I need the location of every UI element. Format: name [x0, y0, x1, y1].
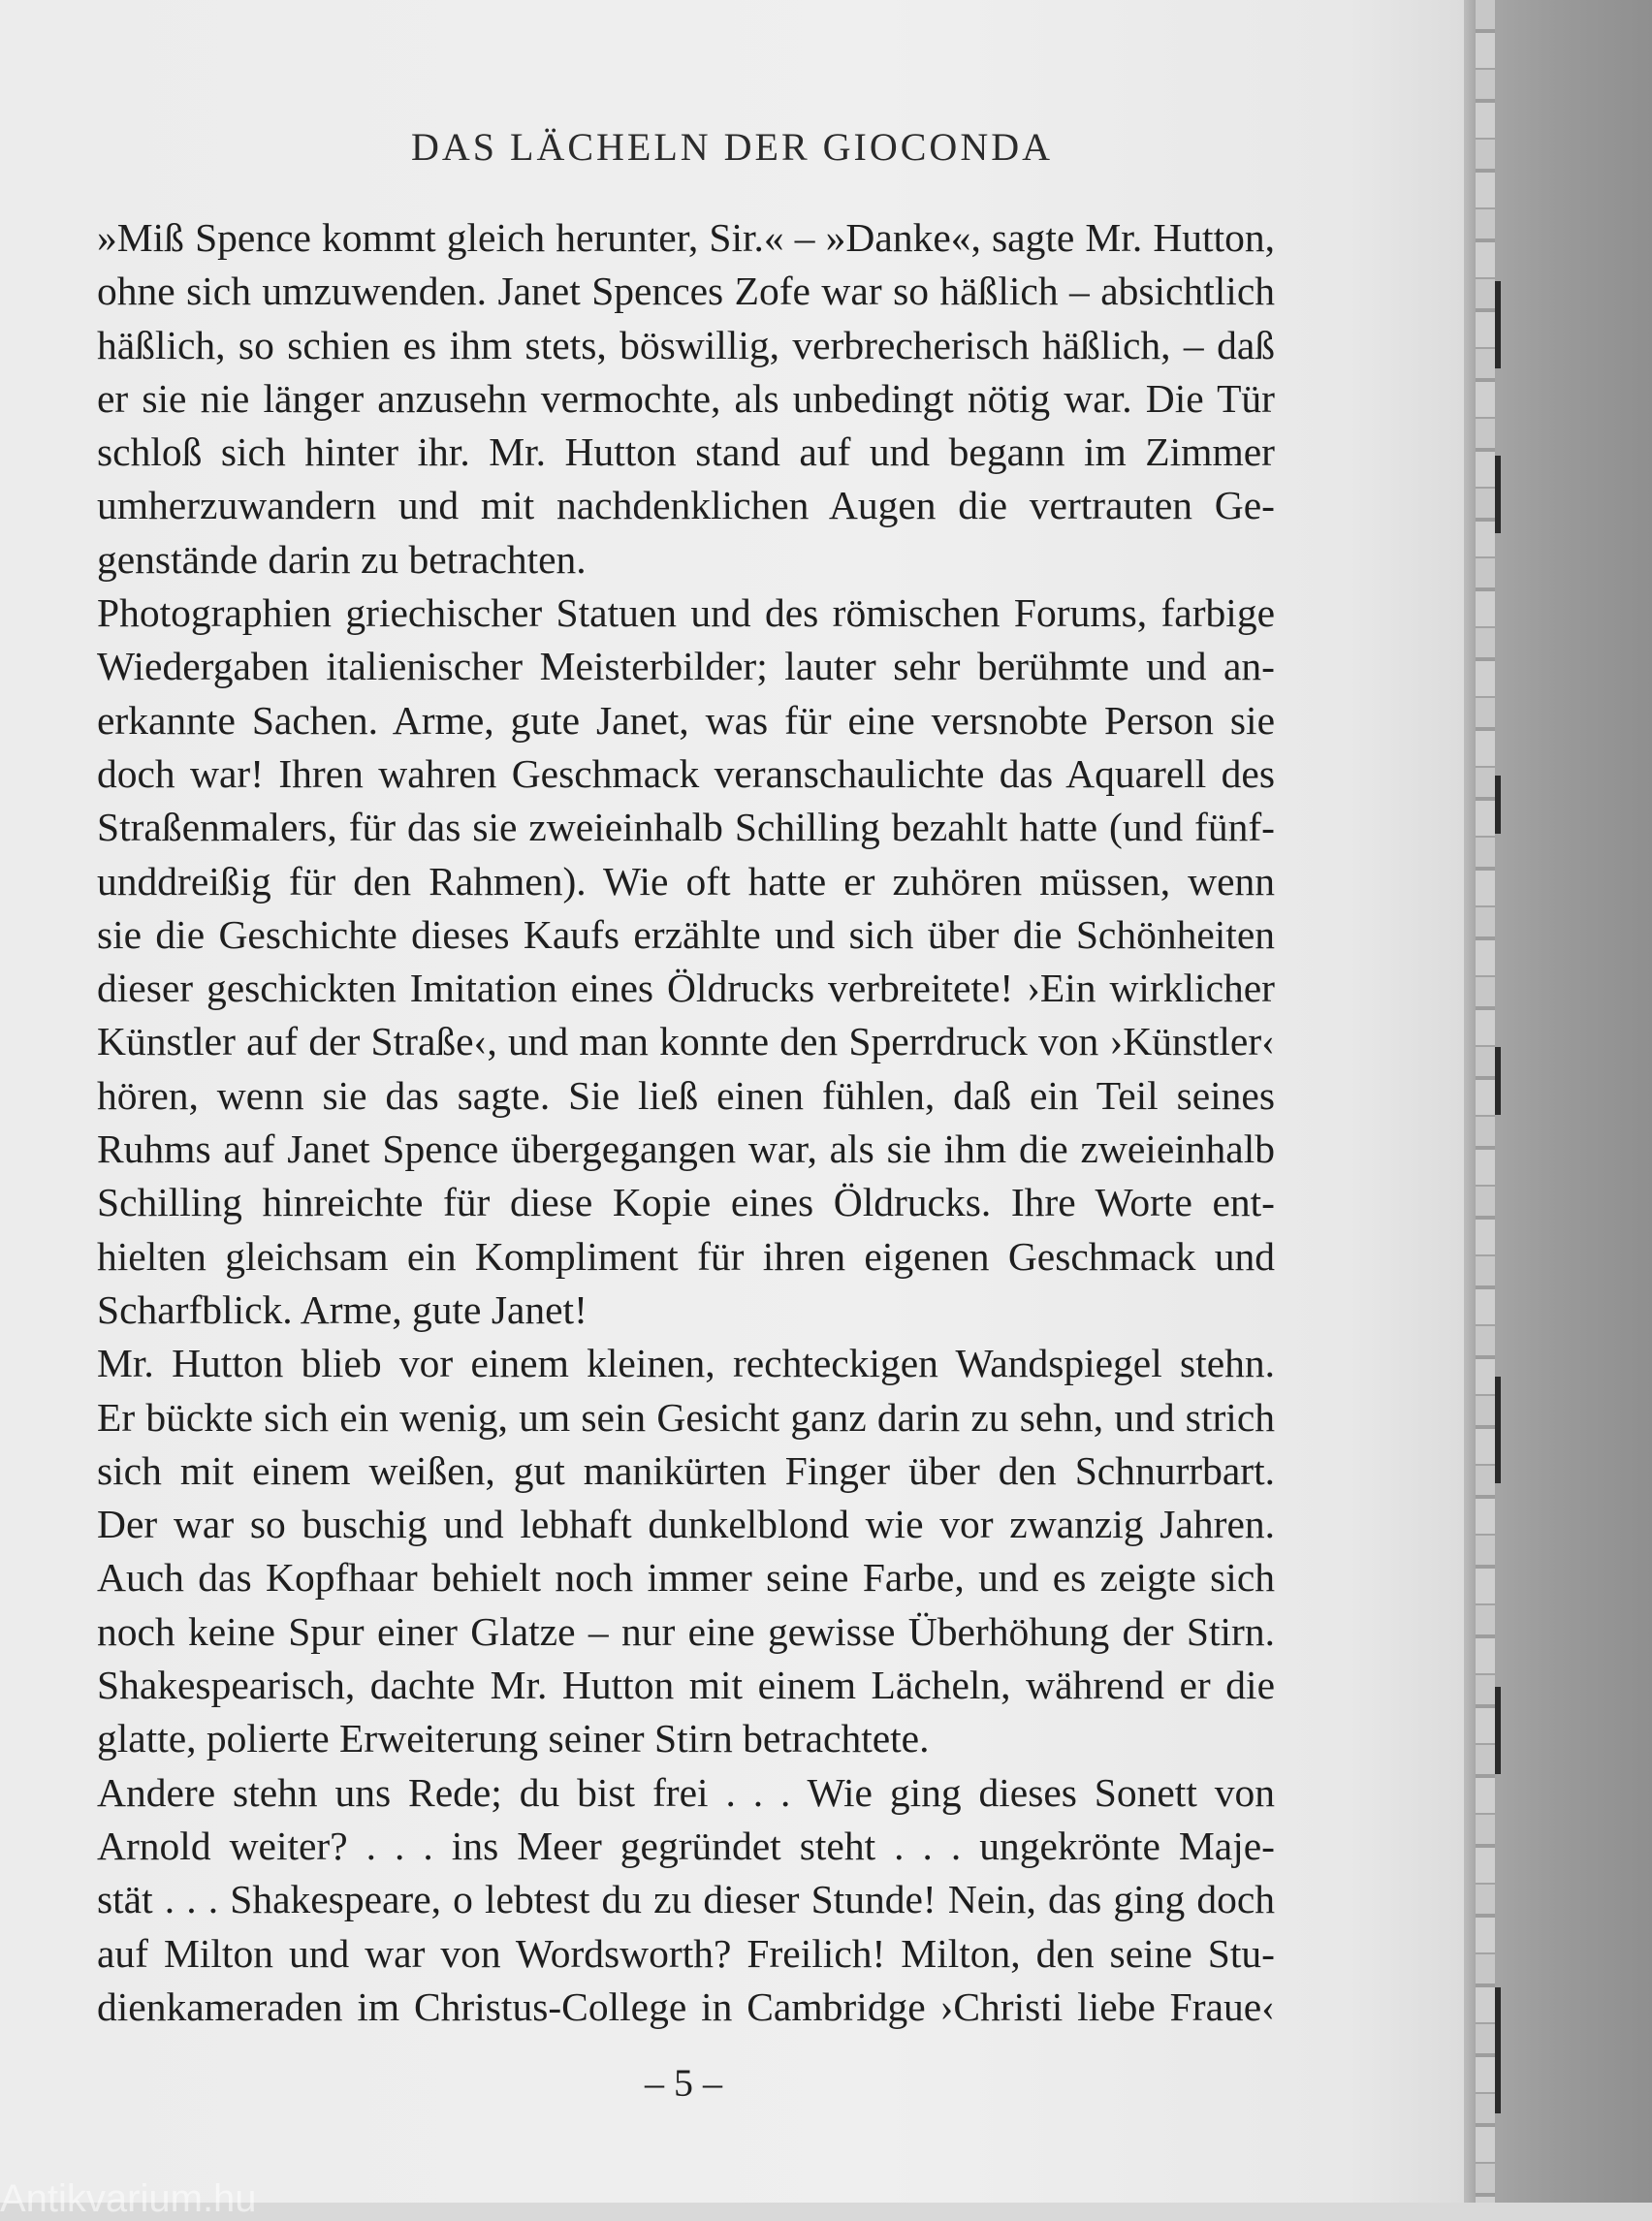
- text-line: glatte, polierte Erweiterung seiner Stirn betrachtete.: [97, 1716, 930, 1761]
- text-line: noch keine Spur einer Glatze – nur eine gewisse Überhöhung der Stirn.: [97, 1608, 1275, 1654]
- text-line: sich mit einem weißen, gut manikürten Finger über den Schnurrbart.: [97, 1447, 1275, 1493]
- watermark: Antikvarium.hu: [0, 2177, 257, 2220]
- book-binding: [1464, 0, 1652, 2203]
- text-line: hielten gleichsam ein Kompliment für ihren eigenen Geschmack und: [97, 1233, 1275, 1279]
- text-line: Er bückte sich ein wenig, um sein Gesicht ganz darin zu sehn, und strich: [97, 1394, 1275, 1440]
- body-text: [97, 211, 1275, 2034]
- binding-stitch: [1495, 776, 1501, 834]
- text-line: Wiedergaben italienischer Meisterbilder; lauter sehr berühmte und an-: [97, 644, 1275, 689]
- text-line: auf Milton und war von Wordsworth? Freilich! Milton, den seine Stu-: [97, 1930, 1275, 1976]
- running-header: DAS LÄCHELN DER GIOCONDA: [411, 125, 1053, 169]
- text-line: Andere stehn uns Rede; du bist frei . . . Wie ging dieses Sonett von: [97, 1769, 1275, 1815]
- text-line: erkannte Sachen. Arme, gute Janet, was für eine versnobte Person sie: [97, 697, 1275, 743]
- text-line: dieser geschickten Imitation eines Öldrucks verbreitete! ›Ein wirklicher: [97, 966, 1275, 1011]
- text-line: hören, wenn sie das sagte. Sie ließ einen fühlen, daß ein Teil seines: [97, 1072, 1275, 1118]
- text-line: schloß sich hinter ihr. Mr. Hutton stand auf und begann im Zimmer: [97, 429, 1275, 475]
- binding-stitch: [1495, 1687, 1501, 1774]
- text-line: Photographien griechischer Statuen und des römischen Forums, farbige: [97, 590, 1275, 636]
- text-line: doch war! Ihren wahren Geschmack veranschaulichte das Aquarell des: [97, 750, 1275, 796]
- text-line: genstände darin zu betrachten.: [97, 536, 587, 582]
- page-edges: [1476, 0, 1495, 2203]
- text-line: unddreißig für den Rahmen). Wie oft hatte er zuhören müssen, wenn: [97, 858, 1275, 904]
- text-line: stät . . . Shakespeare, o lebtest du zu dieser Stunde! Nein, das ging doch: [97, 1877, 1275, 1922]
- text-line: ohne sich umzuwenden. Janet Spences Zofe war so häßlich – absichtlich: [97, 269, 1275, 314]
- text-line: Auch das Kopfhaar behielt noch immer seine Farbe, und es zeigte sich: [97, 1555, 1275, 1601]
- text-line: er sie nie länger anzusehn vermochte, als unbedingt nötig war. Die Tür: [97, 375, 1275, 421]
- text-line: Arnold weiter? . . . ins Meer gegründet steht . . . ungekrönte Maje-: [97, 1823, 1275, 1868]
- text-line: Der war so buschig und lebhaft dunkelblond wie vor zwanzig Jahren.: [97, 1502, 1275, 1547]
- text-line: Künstler auf der Straße‹, und man konnte den Sperrdruck von ›Künstler‹: [97, 1019, 1275, 1064]
- binding-stitch: [1495, 456, 1501, 533]
- text-line: Schilling hinreichte für diese Kopie eines Öldrucks. Ihre Worte ent-: [97, 1180, 1275, 1225]
- text-line: »Miß Spence kommt gleich herunter, Sir.« – »Danke«, sagte Mr. Hutton,: [97, 215, 1275, 260]
- text-line: Mr. Hutton blieb vor einem kleinen, rechteckigen Wandspiegel stehn.: [97, 1341, 1275, 1386]
- binding-stitch: [1495, 1987, 1501, 2113]
- text-line: Ruhms auf Janet Spence übergegangen war, als sie ihm die zweieinhalb: [97, 1126, 1275, 1172]
- binding-stitch: [1495, 1047, 1501, 1115]
- text-line: dienkameraden im Christus-College in Cambridge ›Christi liebe Fraue‹: [97, 1983, 1275, 2029]
- text-line: Straßenmalers, für das sie zweieinhalb Schilling bezahlt hatte (und fünf-: [97, 805, 1275, 850]
- text-line: umherzuwandern und mit nachdenklichen Augen die vertrauten Ge-: [97, 483, 1275, 528]
- text-line: häßlich, so schien es ihm stets, böswillig, verbrecherisch häßlich, – daß: [97, 322, 1275, 367]
- page-number: – 5 –: [645, 2061, 722, 2105]
- text-line: sie die Geschichte dieses Kaufs erzählte und sich über die Schönheiten: [97, 911, 1275, 957]
- text-line: Scharfblick. Arme, gute Janet!: [97, 1286, 588, 1332]
- binding-stitch: [1495, 1377, 1501, 1483]
- binding-stitch: [1495, 281, 1501, 368]
- text-line: Shakespearisch, dachte Mr. Hutton mit einem Lächeln, während er die: [97, 1663, 1275, 1708]
